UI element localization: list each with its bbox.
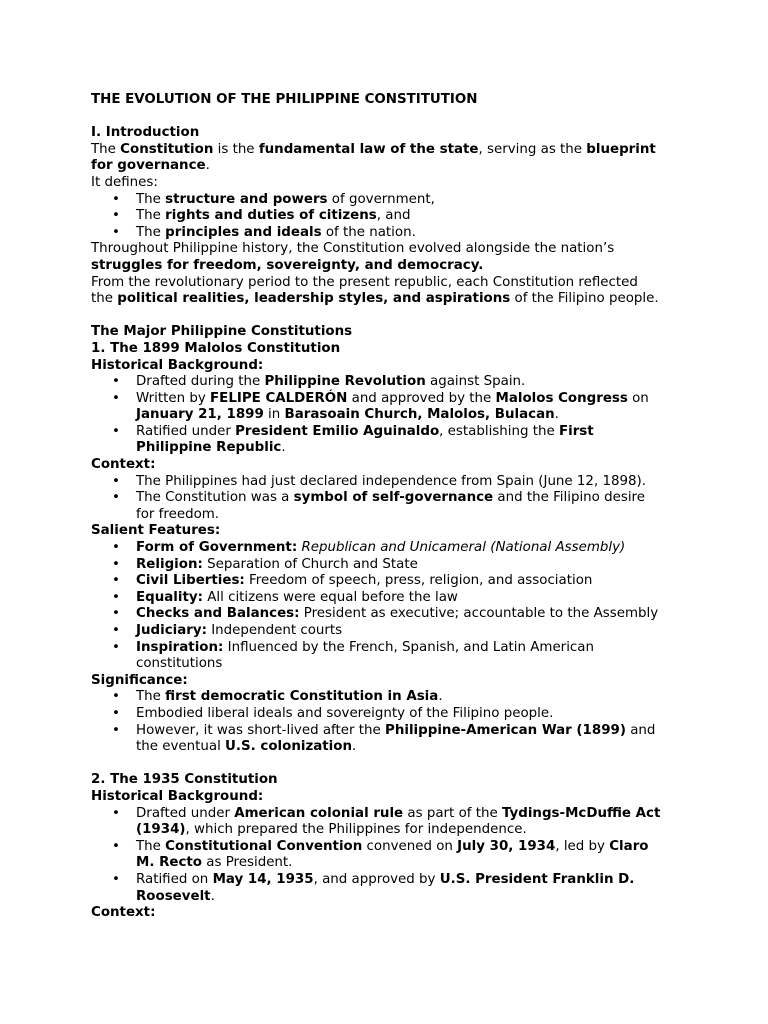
text-run: . — [352, 739, 357, 755]
bullet-icon: • — [112, 838, 120, 854]
c1935-history-label: Historical Background: — [91, 788, 264, 804]
text-run: , establishing the — [439, 423, 559, 439]
text-run: , which prepared the Philippines for independence. — [185, 822, 527, 838]
text-run: Roosevelt — [136, 888, 211, 904]
text-run: . — [205, 158, 210, 174]
text-run: . — [438, 689, 443, 705]
text-run: The — [136, 689, 166, 705]
text-run: Independent courts — [206, 623, 343, 638]
intro-paragraph-line — [91, 241, 691, 258]
text-run: of government, — [327, 191, 435, 207]
text-run: Constitution — [120, 141, 214, 157]
text-run: the — [91, 291, 118, 307]
text-run: May 14, 1935 — [212, 871, 314, 887]
text-run: symbol of self-governance — [293, 490, 494, 506]
text-run: M. Recto — [136, 855, 203, 871]
text-run: . — [281, 440, 286, 456]
text-run: structure and powers — [165, 191, 328, 207]
text-run: FELIPE CALDERÓN — [210, 390, 348, 406]
text-run: fundamental law of the state — [258, 141, 479, 157]
text-run: First — [558, 423, 594, 439]
text-run: Tydings-McDuffie Act — [501, 805, 661, 821]
text-run: blueprint — [586, 141, 656, 157]
bullet-icon: • — [112, 871, 120, 887]
text-run: Religion: — [136, 556, 203, 572]
text-run: Written by — [136, 390, 211, 406]
bullet-icon: • — [112, 374, 120, 390]
text-run: the eventual — [136, 739, 226, 755]
bullet-icon: • — [112, 606, 120, 622]
text-run: struggles for freedom, sovereignty, and democracy. — [91, 257, 484, 273]
bullet-icon: • — [112, 556, 120, 572]
text-run: political realities, leadership styles, and aspirations — [117, 291, 511, 307]
text-run: is the — [213, 141, 259, 157]
list-item-continuation — [91, 507, 691, 524]
text-run: first democratic Constitution in Asia — [165, 689, 439, 705]
list-item — [91, 623, 691, 640]
list-item-continuation — [91, 739, 691, 756]
bullet-icon: • — [112, 540, 120, 556]
malolos-significance-label: Significance: — [91, 672, 188, 688]
text-run: Republican and Unicameral (National Assembly) — [301, 540, 626, 556]
text-run: on — [627, 390, 649, 406]
text-run: The — [136, 838, 166, 854]
c1935-history-list — [91, 806, 691, 906]
text-run: The — [136, 208, 166, 224]
list-item — [91, 606, 691, 623]
malolos-features-list — [91, 540, 691, 673]
bullet-icon: • — [112, 589, 120, 605]
text-run: January 21, 1899 — [136, 407, 264, 423]
bullet-icon: • — [112, 490, 120, 506]
bullet-icon: • — [112, 573, 120, 589]
bullet-icon: • — [112, 224, 120, 240]
intro-paragraph-line — [91, 258, 691, 275]
bullet-icon: • — [112, 473, 120, 489]
text-run: in — [263, 407, 285, 423]
list-item — [91, 557, 691, 574]
text-run: Freedom of speech, press, religion, and association — [244, 573, 593, 589]
text-run: Judiciary: — [136, 623, 207, 638]
text-run: Separation of Church and State — [202, 556, 418, 572]
malolos-history-list — [91, 374, 691, 457]
text-run: , and — [376, 208, 411, 224]
text-run: and approved by the — [347, 390, 496, 406]
list-item — [91, 723, 691, 740]
bullet-icon: • — [112, 689, 120, 705]
intro-paragraph-line — [91, 291, 691, 308]
list-item — [91, 590, 691, 607]
text-run: Claro — [609, 838, 649, 854]
list-item — [91, 573, 691, 590]
text-run: as President. — [202, 855, 293, 871]
list-item — [91, 490, 691, 507]
list-item — [91, 689, 691, 706]
text-run: U.S. President Franklin D. — [439, 871, 635, 887]
list-item — [91, 374, 691, 391]
text-run: Philippine-American War (1899) — [385, 722, 626, 738]
list-item-continuation — [91, 656, 691, 673]
text-run: Influenced by the French, Spanish, and Latin American — [223, 639, 594, 655]
intro-paragraph-line — [91, 275, 691, 292]
malolos-heading: 1. The 1899 Malolos Constitution — [91, 340, 341, 356]
text-run: for governance — [91, 158, 206, 174]
text-run: Ratified on — [136, 871, 213, 887]
text-run: President Emilio Aguinaldo — [235, 423, 440, 439]
document-title: THE EVOLUTION OF THE PHILIPPINE CONSTITUTION — [91, 92, 478, 107]
defines-list — [91, 192, 691, 242]
text-run: for freedom. — [136, 506, 220, 522]
list-item — [91, 872, 691, 889]
c1935-heading: 2. The 1935 Constitution — [91, 772, 278, 788]
text-run: (1934) — [136, 822, 186, 838]
malolos-context-list — [91, 474, 691, 524]
malolos-history-label: Historical Background: — [91, 357, 264, 373]
bullet-icon: • — [112, 705, 120, 721]
text-run: Drafted under — [136, 805, 235, 821]
text-run: Form of Government: — [136, 540, 298, 556]
bullet-icon: • — [112, 805, 120, 821]
intro-heading: I. Introduction — [91, 125, 200, 141]
text-run: constitutions — [136, 656, 223, 672]
text-run: Ratified under — [136, 423, 236, 439]
text-run: Philippine Republic — [136, 440, 282, 456]
text-run: against Spain. — [425, 374, 526, 390]
bullet-icon: • — [112, 191, 120, 207]
text-run: , led by — [555, 838, 610, 854]
list-item — [91, 391, 691, 408]
list-item-continuation — [91, 822, 691, 839]
text-run: Throughout Philippine history, the Constitution evolved alongside the nation’s — [91, 241, 615, 257]
text-run: Civil Liberties: — [136, 573, 245, 589]
text-run: The Constitution was a — [136, 490, 294, 506]
c1935-context-label: Context: — [91, 905, 156, 921]
text-run: Constitutional Convention — [165, 838, 363, 854]
text-run: From the revolutionary period to the present republic, each Constitution reflected — [91, 274, 638, 290]
bullet-icon: • — [112, 722, 120, 738]
list-item — [91, 192, 691, 209]
text-run: as part of the — [403, 805, 502, 821]
text-run: Barasoain Church, Malolos, Bulacan — [284, 407, 555, 423]
text-run: of the Filipino people. — [510, 291, 659, 307]
text-run: , and approved by — [313, 871, 440, 887]
text-run: President as executive; accountable to the Assembly — [299, 606, 659, 622]
text-run: The Philippines had just declared independence from Spain (June 12, 1898). — [136, 473, 647, 489]
list-item — [91, 839, 691, 856]
text-run: convened on — [362, 838, 458, 854]
list-item — [91, 424, 691, 441]
bullet-icon: • — [112, 423, 120, 439]
major-constitutions-heading: The Major Philippine Constitutions — [91, 324, 353, 340]
text-run: of the nation. — [321, 224, 416, 240]
text-run: July 30, 1934 — [457, 838, 556, 854]
malolos-context-label: Context: — [91, 457, 156, 473]
text-run: All citizens were equal before the law — [202, 589, 458, 605]
list-item — [91, 806, 691, 823]
list-item — [91, 706, 691, 723]
text-run: However, it was short-lived after the — [136, 722, 386, 738]
text-run: rights and duties of citizens — [165, 208, 377, 224]
malolos-significance-list — [91, 689, 691, 755]
bullet-icon: • — [112, 208, 120, 224]
text-run: Checks and Balances: — [136, 606, 300, 622]
list-item-continuation — [91, 440, 691, 457]
list-item-continuation — [91, 889, 691, 906]
text-run: The — [91, 141, 121, 157]
defines-label: It defines: — [91, 174, 158, 190]
list-item — [91, 225, 691, 242]
list-item — [91, 208, 691, 225]
spacer — [91, 308, 691, 325]
list-item — [91, 640, 691, 657]
spacer — [91, 756, 691, 773]
text-run: Malolos Congress — [495, 390, 628, 406]
text-run: The — [136, 224, 166, 240]
text-run: Drafted during the — [136, 374, 265, 390]
text-run: . — [210, 888, 215, 904]
bullet-icon: • — [112, 639, 120, 655]
list-item-continuation — [91, 407, 691, 424]
document-body — [91, 92, 691, 922]
bullet-icon: • — [112, 623, 120, 638]
text-run: Embodied liberal ideals and sovereignty of the Filipino people. — [136, 705, 554, 721]
text-run: U.S. colonization — [225, 739, 353, 755]
bullet-icon: • — [112, 390, 120, 406]
text-run: principles and ideals — [165, 224, 322, 240]
text-run: and — [625, 722, 656, 738]
intro-paragraph-line — [91, 142, 691, 159]
text-run: and the Filipino desire — [493, 490, 646, 506]
text-run: The — [136, 191, 166, 207]
text-run: Inspiration: — [136, 639, 224, 655]
text-run: . — [554, 407, 559, 423]
intro-paragraph-line — [91, 158, 691, 175]
malolos-features-label: Salient Features: — [91, 523, 221, 539]
text-run: Philippine Revolution — [264, 374, 426, 390]
text-run: , serving as the — [478, 141, 587, 157]
list-item-continuation — [91, 855, 691, 872]
text-run: Equality: — [136, 589, 203, 605]
spacer — [91, 109, 691, 126]
list-item — [91, 540, 691, 557]
list-item — [91, 474, 691, 491]
text-run: American colonial rule — [234, 805, 404, 821]
